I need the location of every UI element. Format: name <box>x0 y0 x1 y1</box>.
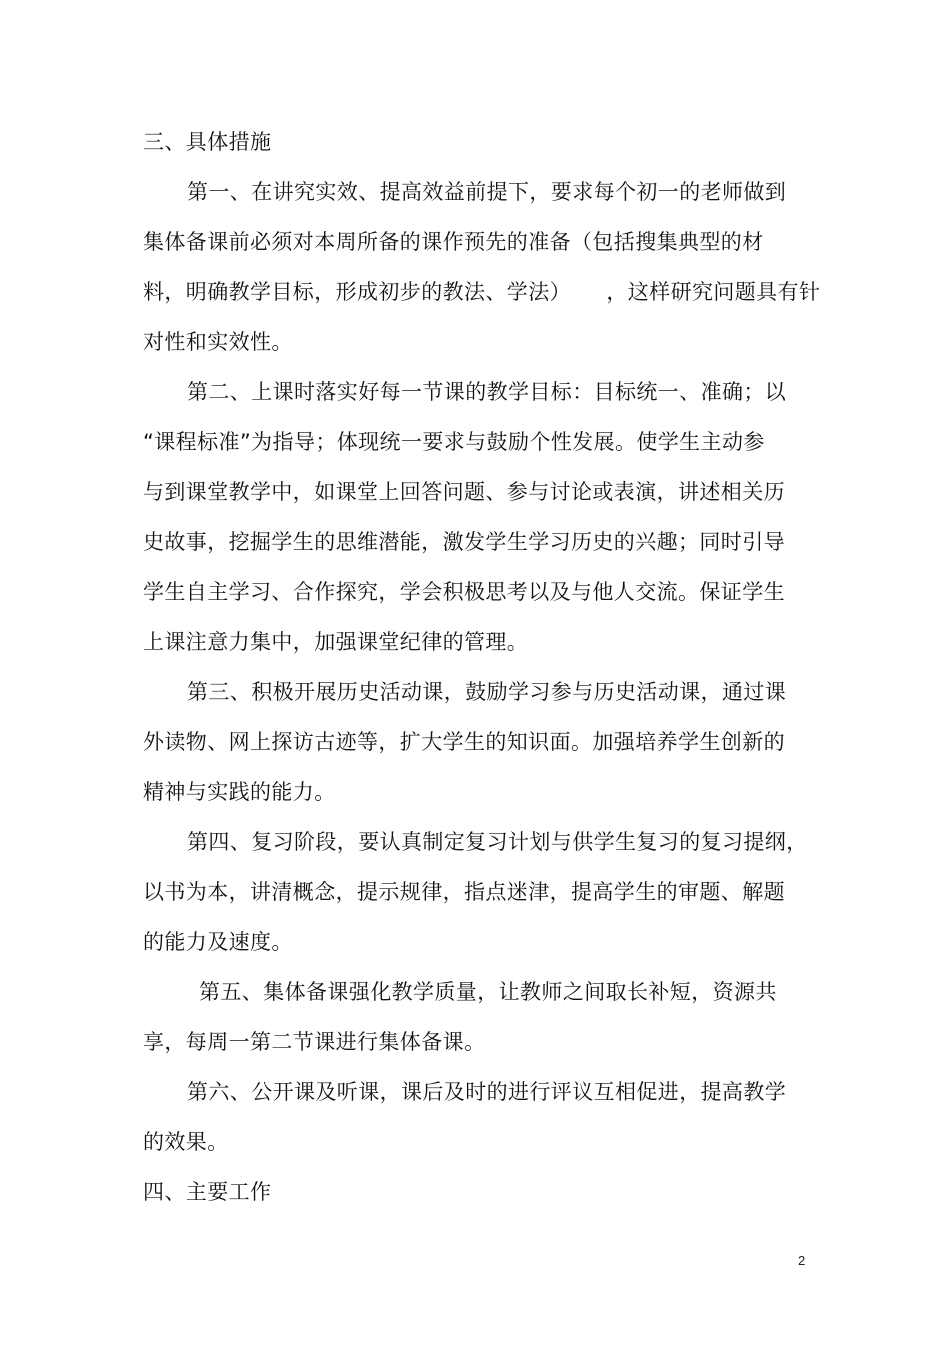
paragraph-line: 外读物、网上探访古迹等，扩大学生的知识面。加强培养学生创新的 <box>143 730 785 754</box>
paragraph-line: 享，每周一第二节课进行集体备课。 <box>143 1030 486 1054</box>
page-number: 2 <box>798 1253 806 1268</box>
paragraph-line: 第五、集体备课强化教学质量，让教师之间取长补短，资源共 <box>199 980 777 1004</box>
paragraph-line: 史故事，挖掘学生的思维潜能，激发学生学习历史的兴趣；同时引导 <box>143 530 785 554</box>
section-heading-measures: 三、具体措施 <box>143 130 272 154</box>
paragraph-line: 的能力及速度。 <box>143 930 293 954</box>
paragraph-line: 以书为本，讲清概念，提示规律，指点迷津，提高学生的审题、解题 <box>143 880 785 904</box>
paragraph-line: 第三、积极开展历史活动课，鼓励学习参与历史活动课，通过课 <box>187 680 787 704</box>
paragraph-line: 上课注意力集中，加强课堂纪律的管理。 <box>143 630 529 654</box>
paragraph-line: 精神与实践的能力。 <box>143 780 336 804</box>
paragraph-line: 集体备课前必须对本周所备的课作预先的准备（包括搜集典型的材 <box>143 230 764 254</box>
paragraph-line: 对性和实效性。 <box>143 330 293 354</box>
section-heading-main-work: 四、主要工作 <box>143 1180 272 1204</box>
paragraph-line: “课程标准”为指导；体现统一要求与鼓励个性发展。使学生主动参 <box>143 430 765 454</box>
paragraph-line: 与到课堂教学中，如课堂上回答问题、参与讨论或表演，讲述相关历 <box>143 480 785 504</box>
paragraph-line: 第二、上课时落实好每一节课的教学目标：目标统一、准确；以 <box>187 380 787 404</box>
paragraph-line: 料，明确教学目标，形成初步的教法、学法） ，这样研究问题具有针 <box>143 280 821 304</box>
paragraph-line: 第六、公开课及听课，课后及时的进行评议互相促进，提高教学 <box>187 1080 787 1104</box>
paragraph-line: 第四、复习阶段，要认真制定复习计划与供学生复习的复习提纲， <box>187 830 808 854</box>
paragraph-line: 第一、在讲究实效、提高效益前提下，要求每个初一的老师做到 <box>187 180 787 204</box>
paragraph-line: 的效果。 <box>143 1130 229 1154</box>
paragraph-line: 学生自主学习、合作探究，学会积极思考以及与他人交流。保证学生 <box>143 580 785 604</box>
